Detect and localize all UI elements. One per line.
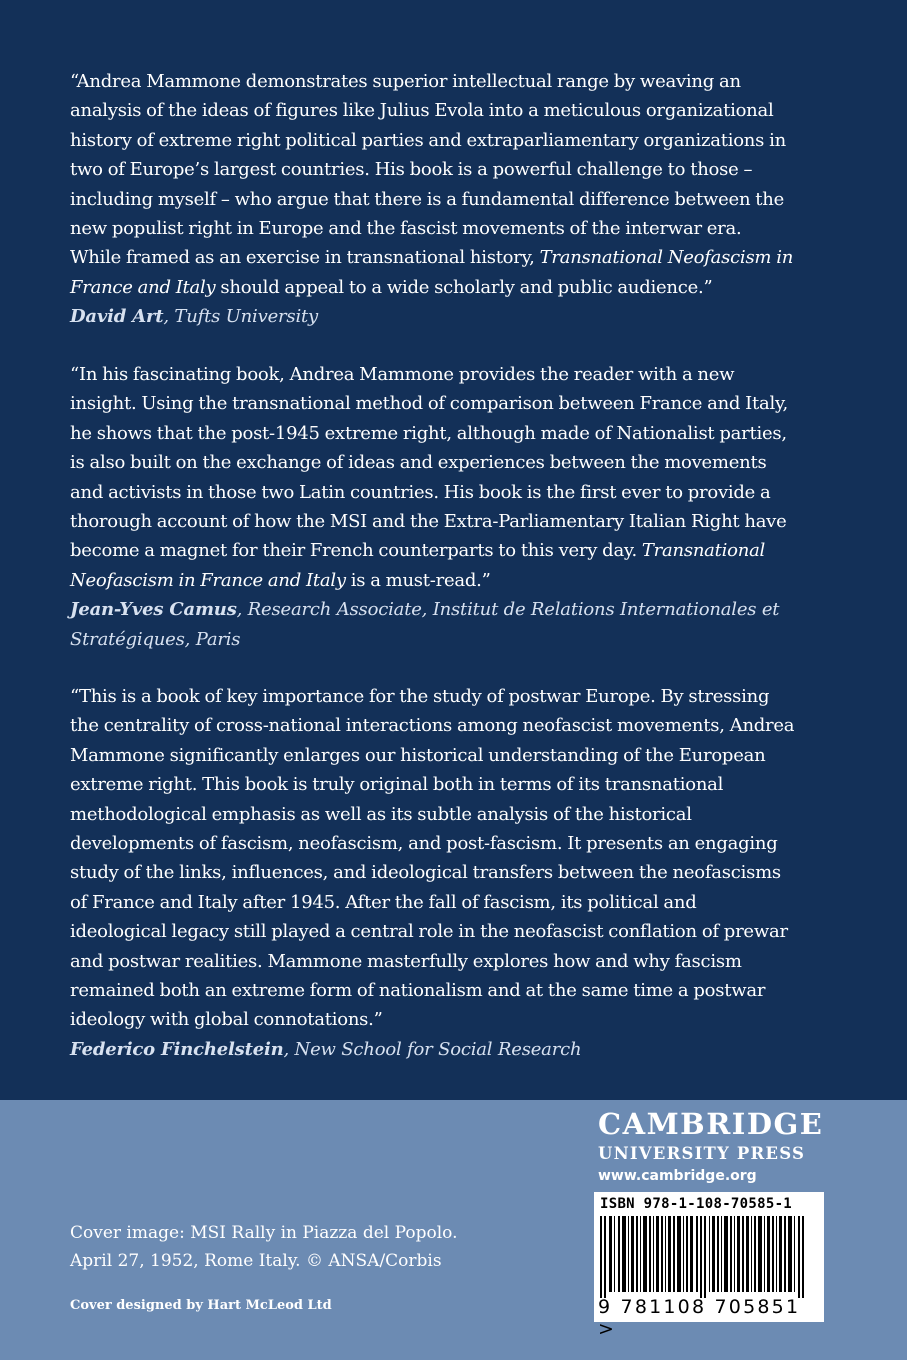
endorsement-quote-3 [70, 682, 795, 1064]
quote-author: Federico Finchelstein [70, 1038, 284, 1060]
barcode-icon [600, 1216, 818, 1298]
cover-image-credit [70, 1219, 458, 1275]
quote-attribution [70, 1035, 795, 1064]
quote-author: David Art [70, 306, 164, 328]
endorsement-quote-2 [70, 360, 795, 654]
publisher-url: www.cambridge.org [598, 1168, 757, 1184]
isbn-label: ISBN 978-1-108-70585-1 [600, 1196, 793, 1212]
quote-attribution [70, 302, 795, 331]
endorsement-quote-1 [70, 67, 795, 332]
publisher-subname: UNIVERSITY PRESS [598, 1144, 806, 1163]
cover-credit-line-2: April 27, 1952, Rome Italy. © ANSA/Corbis [70, 1251, 442, 1271]
quote-affiliation: , Tufts University [163, 306, 319, 328]
quote-text: “Andrea Mammone demonstrates superior intellectual range by weaving an analysis of the ideas of figures like Julius Evola into a meticulous organizational history of extreme right political parties and extraparliamentary organizations in two of Europe’s largest countries. His book is a powerful challenge to those – including myself – who argue that there is a fundamental difference between the new populist right in Europe and the fascist movements of the interwar era. While framed as an exercise in transnational history, Transnational Neofascism in France and Italy should appeal to a wide scholarly and public audience.” [70, 71, 794, 298]
publisher-name: CAMBRIDGE [598, 1107, 824, 1141]
quote-text: “In his fascinating book, Andrea Mammone provides the reader with a new insight. Using the transnational method of comparison between France and Italy, he shows that the post-1945 extreme right, although made of Nationalist parties, is also built on the exchange of ideas and experiences between the movements and activists in those two Latin countries. His book is the first ever to provide a thorough account of how the MSI and the Extra-Parliamentary Italian Right have become a magnet for their French counterparts to this very day. Transnational Neofascism in France and Italy is a must-read.” [70, 364, 788, 591]
quote-author: Jean-Yves Camus [70, 599, 237, 621]
publisher-logo [598, 1104, 828, 1184]
quote-affiliation: , Research Associate, Institut de Relations Internationales et Stratégiques, Paris [70, 599, 780, 650]
quote-affiliation: , New School for Social Research [283, 1038, 582, 1060]
isbn-barcode [594, 1192, 824, 1340]
quote-attribution [70, 595, 795, 654]
cover-credit-line-1: Cover image: MSI Rally in Piazza del Popolo. [70, 1223, 458, 1243]
barcode-digits: 9 781108 705851 > [598, 1296, 801, 1340]
quote-text: “This is a book of key importance for the study of postwar Europe. By stressing the centrality of cross-national interactions among neofascist movements, Andrea Mammone significantly enlarges our historical understanding of the European extreme right. This book is truly original both in terms of its transnational methodological emphasis as well as its subtle analysis of the historical developments of fascism, neofascism, and post-fascism. It presents an engaging study of the links, influences, and ideological transfers between the neofascisms of France and Italy after 1945. After the fall of fascism, its political and ideological legacy still played a central role in the neofascist conflation of prewar and postwar realities. Mammone masterfully explores how and why fascism remained both an extreme form of nationalism and at the same time a postwar ideology with global connotations.” [70, 686, 795, 1031]
cover-designer-credit: Cover designed by Hart McLeod Ltd [70, 1298, 332, 1313]
